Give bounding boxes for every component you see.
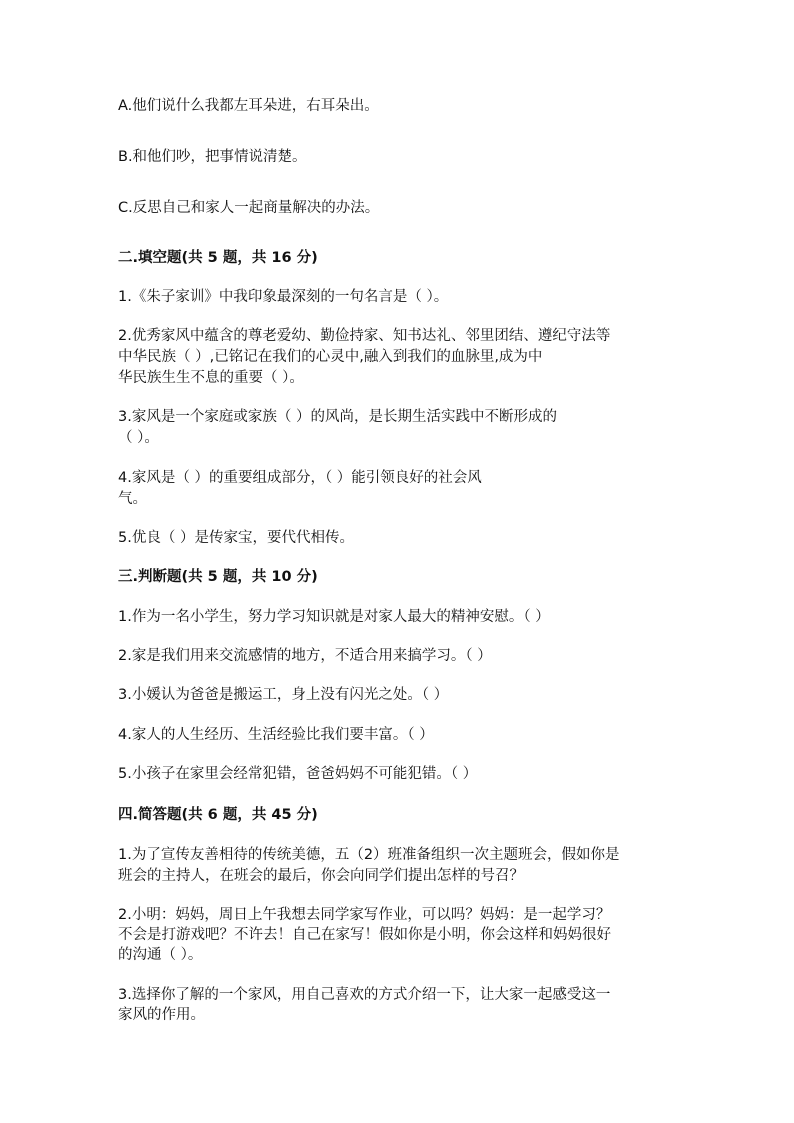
fill-question-4-line-1: 4.家风是（ ）的重要组成部分，（ ）能引领良好的社会风	[118, 470, 482, 486]
answer-question-2-line-3: 的沟通（ ）。	[118, 947, 203, 963]
option-c: C.反思自己和家人一起商量解决的办法。	[118, 200, 380, 216]
section-2-title: 二.填空题(共 5 题，共 16 分)	[118, 250, 318, 266]
fill-question-3-line-1: 3.家风是一个家庭或家族（ ）的风尚，是长期生活实践中不断形成的	[118, 409, 557, 425]
answer-question-1-line-1: 1.为了宣传友善相待的传统美德，五（2）班准备组织一次主题班会，假如你是	[118, 847, 620, 863]
section-4-title: 四.简答题(共 6 题，共 45 分)	[118, 807, 318, 823]
answer-question-3-line-1: 3.选择你了解的一个家风，用自己喜欢的方式介绍一下，让大家一起感受这一	[118, 987, 611, 1003]
fill-question-2-line-1: 2.优秀家风中蕴含的尊老爱幼、勤俭持家、知书达礼、邻里团结、遵纪守法等	[118, 328, 611, 344]
fill-question-5: 5.优良（ ）是传家宝，要代代相传。	[118, 530, 354, 546]
judge-question-3: 3.小媛认为爸爸是搬运工，身上没有闪光之处。（ ）	[118, 687, 449, 703]
option-b: B.和他们吵，把事情说清楚。	[118, 149, 307, 165]
answer-question-2-line-2: 不会是打游戏吧？不许去！自己在家写！假如你是小明，你会这样和妈妈很好	[118, 927, 611, 943]
answer-question-1-line-2: 班会的主持人，在班会的最后，你会向同学们提出怎样的号召？	[118, 868, 524, 884]
judge-question-4: 4.家人的人生经历、生活经验比我们要丰富。（ ）	[118, 727, 434, 743]
fill-question-3-line-2: （ ）。	[118, 430, 159, 446]
judge-question-1: 1.作为一名小学生，努力学习知识就是对家人最大的精神安慰。（ ）	[118, 609, 550, 625]
judge-question-2: 2.家是我们用来交流感情的地方，不适合用来搞学习。（ ）	[118, 648, 492, 664]
fill-question-4-line-2: 气。	[118, 491, 147, 507]
fill-question-1: 1.《朱子家训》中我印象最深刻的一句名言是（ ）。	[118, 289, 449, 305]
judge-question-5: 5.小孩子在家里会经常犯错，爸爸妈妈不可能犯错。（ ）	[118, 766, 478, 782]
answer-question-3-line-2: 家风的作用。	[118, 1007, 205, 1023]
answer-question-2-line-1: 2.小明：妈妈，周日上午我想去同学家写作业，可以吗？妈妈：是一起学习？	[118, 907, 611, 923]
option-a: A.他们说什么我都左耳朵进，右耳朵出。	[118, 98, 379, 114]
section-3-title: 三.判断题(共 5 题，共 10 分)	[118, 569, 318, 585]
fill-question-2-line-2: 中华民族（ ）,已铭记在我们的心灵中,融入到我们的血脉里,成为中	[118, 349, 543, 365]
fill-question-2-line-3: 华民族生生不息的重要（ ）。	[118, 370, 304, 386]
